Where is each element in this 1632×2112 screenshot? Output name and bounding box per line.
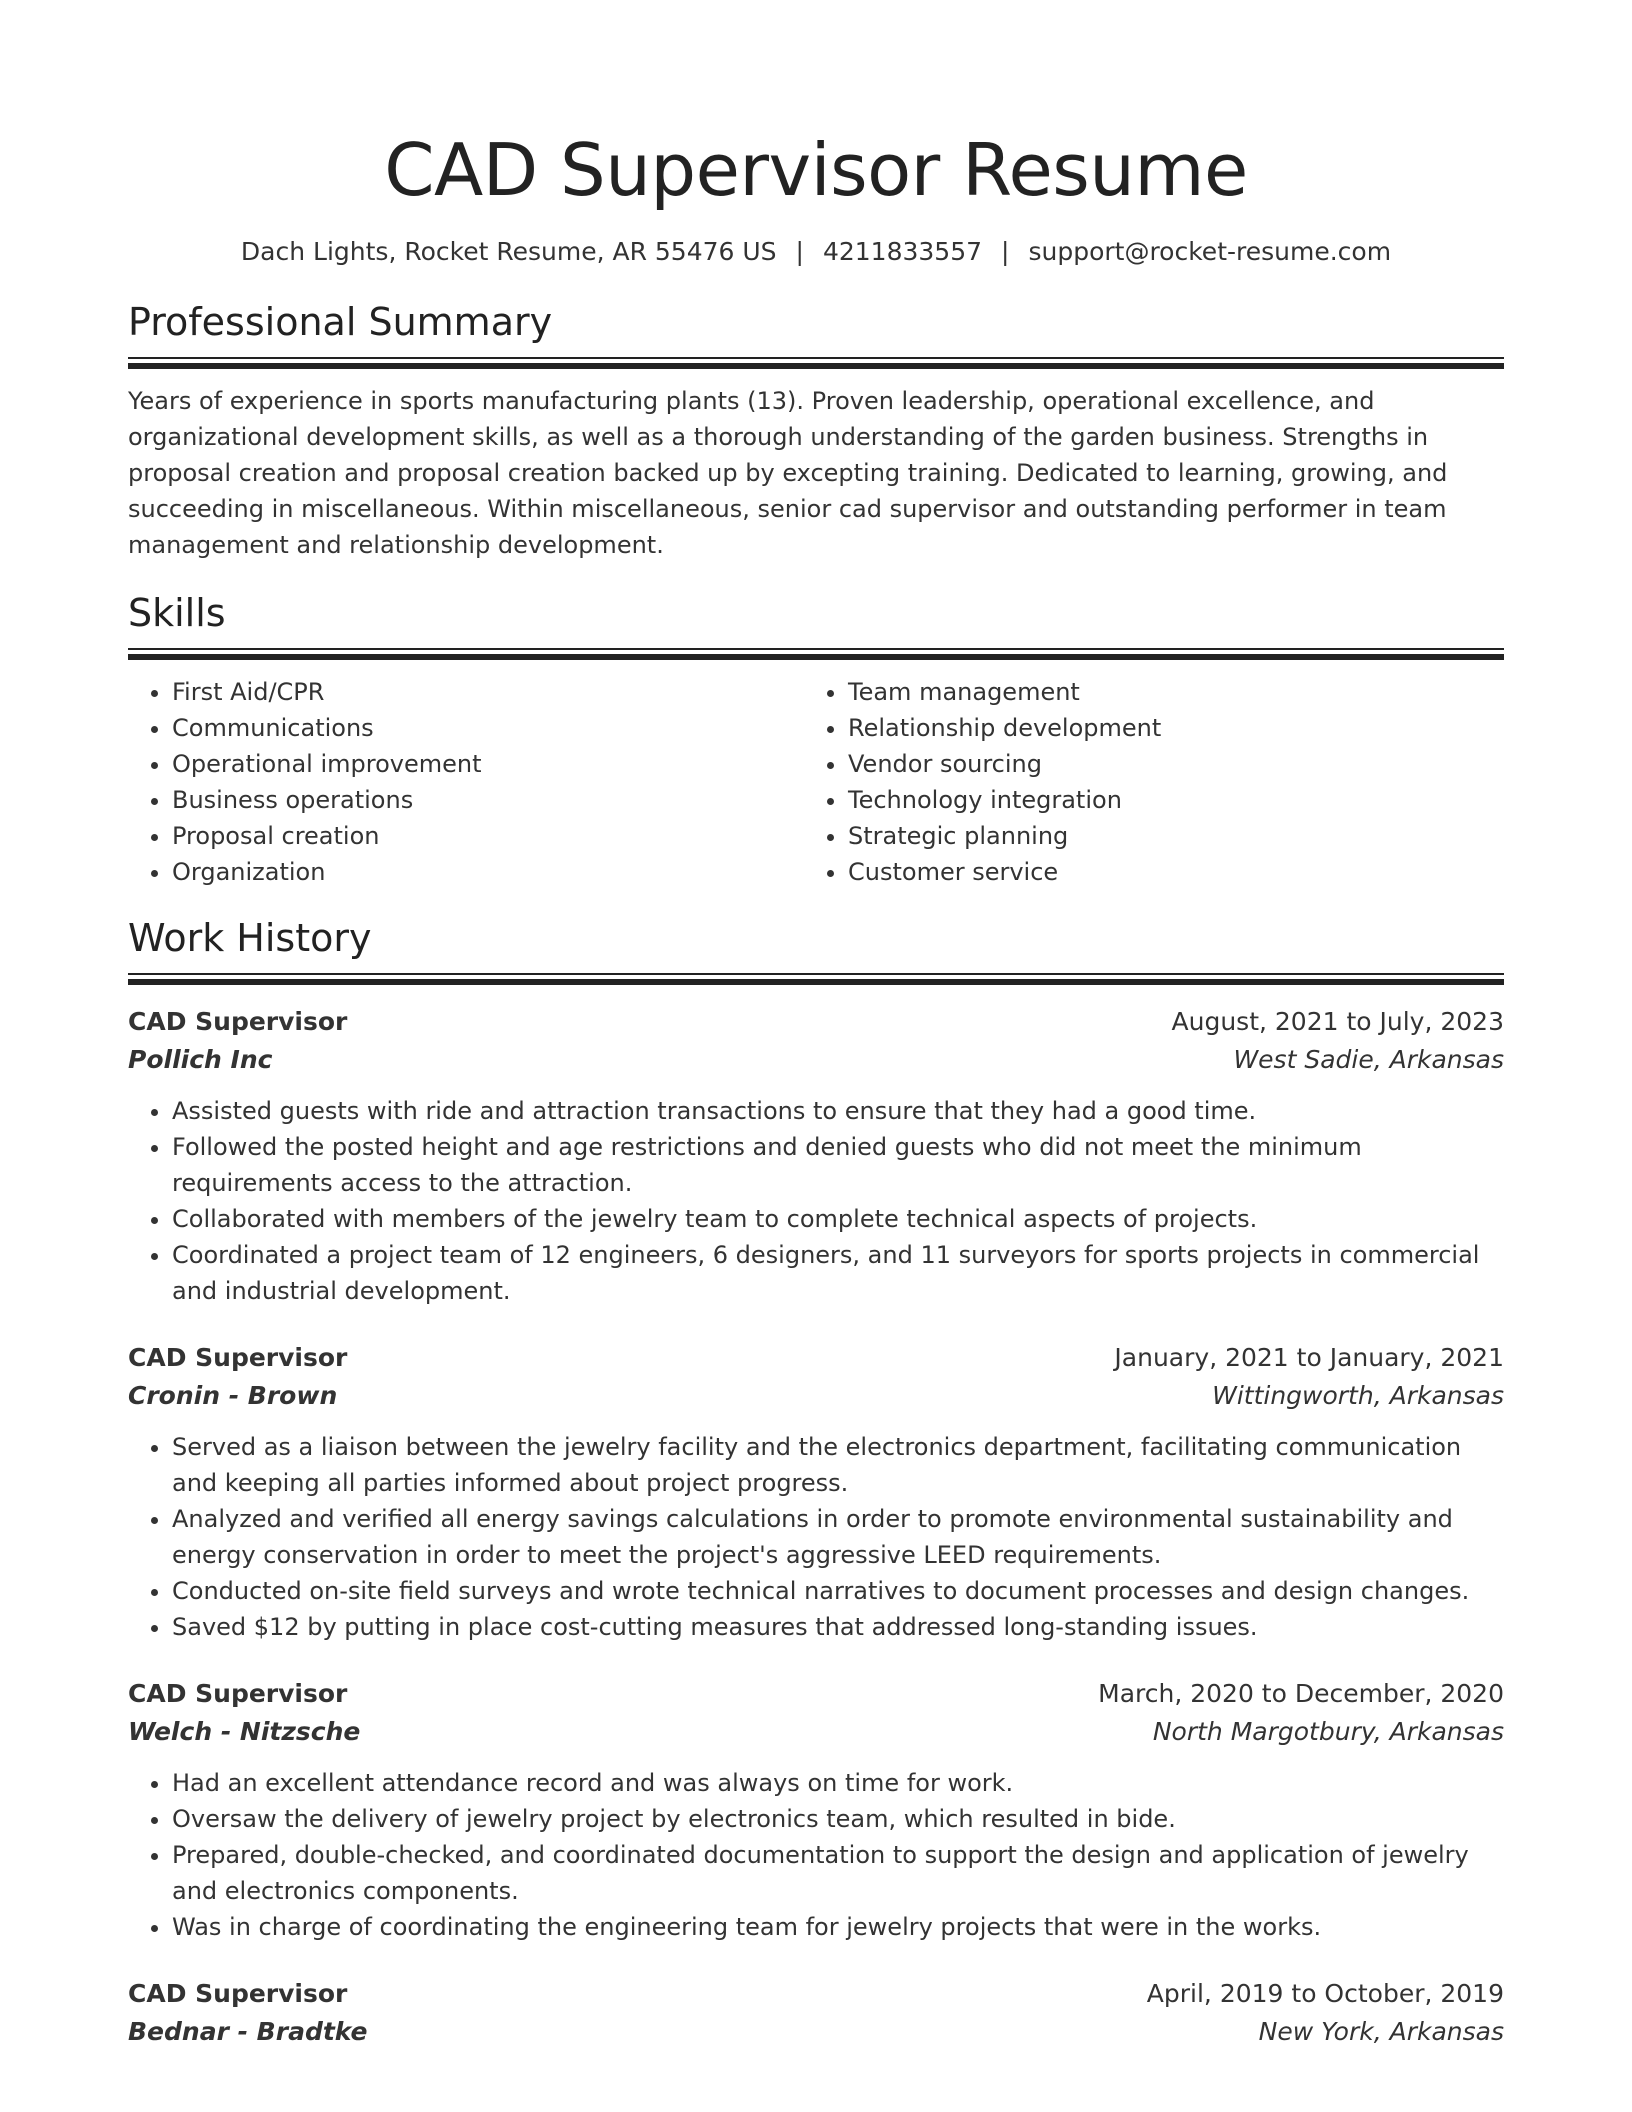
- contact-line: [128, 236, 1504, 268]
- summary-text: Years of experience in sports manufacturing plants (13). Proven leadership, operational excellence, and organizational development skills, as well as a thorough understanding of the garden business. Strengths in proposal creation and proposal creation backed up by excepting training. Dedicated to learning, growing, and succeeding in miscellaneous. Within miscellaneous, senior cad supervisor and outstanding performer in team management and relationship development.: [128, 387, 1448, 559]
- contact-address: Dach Lights, Rocket Resume, AR 55476 US: [240, 237, 777, 266]
- job-location: Wittingworth, Arkansas: [1212, 1381, 1504, 1410]
- skill-item: • Communications: [172, 710, 804, 746]
- contact-separator: |: [795, 237, 804, 266]
- skill-item: • Organization: [172, 854, 804, 890]
- job-location: New York, Arkansas: [1258, 2017, 1504, 2046]
- skill-item: • Strategic planning: [848, 818, 1480, 854]
- job-title: CAD Supervisor: [128, 1679, 348, 1708]
- section-heading: Professional Summary: [128, 300, 553, 344]
- job-bullet: • Coordinated a project team of 12 engineers, 6 designers, and 11 surveyors for sports projects in commercial and industrial development.: [172, 1237, 1504, 1309]
- job-company-row: [128, 1713, 1504, 1751]
- skill-item: • Technology integration: [848, 782, 1480, 818]
- section-divider: [128, 973, 1504, 985]
- job-dates: August, 2021 to July, 2023: [1171, 1007, 1504, 1036]
- summary-section: [128, 298, 1504, 563]
- job-bullet: • Assisted guests with ride and attraction transactions to ensure that they had a good time.: [172, 1093, 1504, 1129]
- job-company: Welch - Nitzsche: [128, 1717, 361, 1746]
- job-bullet: • Saved $12 by putting in place cost-cutting measures that addressed long-standing issues.: [172, 1609, 1504, 1645]
- contact-email[interactable]: support@rocket-resume.com: [1028, 237, 1392, 266]
- skill-item: • Team management: [848, 674, 1480, 710]
- resume-title: CAD Supervisor Resume: [384, 128, 1248, 212]
- section-divider: [128, 357, 1504, 369]
- job-bullet: • Was in charge of coordinating the engineering team for jewelry projects that were in the works.: [172, 1909, 1504, 1945]
- section-divider: [128, 648, 1504, 660]
- skills-columns: [128, 674, 1504, 890]
- job-bullet: • Followed the posted height and age restrictions and denied guests who did not meet the minimum requirements access to the attraction.: [172, 1129, 1504, 1201]
- skill-item: • Customer service: [848, 854, 1480, 890]
- job-entry: [128, 1003, 1504, 1309]
- job-entry: [128, 1339, 1504, 1645]
- skill-item: • Proposal creation: [172, 818, 804, 854]
- job-company: Pollich Inc: [128, 1045, 273, 1074]
- job-title: CAD Supervisor: [128, 1979, 348, 2008]
- job-company-row: [128, 2013, 1504, 2051]
- job-dates: April, 2019 to October, 2019: [1146, 1979, 1504, 2008]
- work-history-section: [128, 914, 1504, 2051]
- job-bullets: [128, 1429, 1504, 1645]
- job-bullet: • Conducted on-site field surveys and wrote technical narratives to document processes and design changes.: [172, 1573, 1504, 1609]
- skill-item: • Vendor sourcing: [848, 746, 1480, 782]
- section-heading: Skills: [128, 591, 226, 635]
- job-company-row: [128, 1041, 1504, 1079]
- job-dates: March, 2020 to December, 2020: [1098, 1679, 1504, 1708]
- job-bullet: • Oversaw the delivery of jewelry project by electronics team, which resulted in bide.: [172, 1801, 1504, 1837]
- skill-item: • First Aid/CPR: [172, 674, 804, 710]
- skills-section: [128, 589, 1504, 890]
- job-bullet: • Analyzed and verified all energy savings calculations in order to promote environmental sustainability and energy conservation in order to meet the project's aggressive LEED requirements.: [172, 1501, 1504, 1573]
- job-company: Cronin - Brown: [128, 1381, 338, 1410]
- job-company: Bednar - Bradtke: [128, 2017, 368, 2046]
- job-bullets: [128, 1765, 1504, 1945]
- job-title-row: [128, 1975, 1504, 2013]
- job-bullet: • Served as a liaison between the jewelry facility and the electronics department, facilitating communication and keeping all parties informed about project progress.: [172, 1429, 1504, 1501]
- job-company-row: [128, 1377, 1504, 1415]
- job-entry: [128, 1975, 1504, 2051]
- job-title-row: [128, 1675, 1504, 1713]
- skills-list-left: [128, 674, 804, 890]
- job-bullets: [128, 1093, 1504, 1309]
- skill-item: • Relationship development: [848, 710, 1480, 746]
- job-location: North Margotbury, Arkansas: [1152, 1717, 1504, 1746]
- job-dates: January, 2021 to January, 2021: [1114, 1343, 1504, 1372]
- job-bullet: • Prepared, double-checked, and coordinated documentation to support the design and application of jewelry and electronics components.: [172, 1837, 1504, 1909]
- job-title-row: [128, 1003, 1504, 1041]
- job-bullet: • Had an excellent attendance record and was always on time for work.: [172, 1765, 1504, 1801]
- section-heading: Work History: [128, 916, 372, 960]
- job-bullet: • Collaborated with members of the jewelry team to complete technical aspects of projects.: [172, 1201, 1504, 1237]
- job-entry: [128, 1675, 1504, 1945]
- resume-page: [128, 0, 1504, 2051]
- skills-list-right: [804, 674, 1480, 890]
- contact-phone: 4211833557: [822, 237, 983, 266]
- job-title: CAD Supervisor: [128, 1007, 348, 1036]
- contact-separator: |: [1001, 237, 1010, 266]
- job-location: West Sadie, Arkansas: [1233, 1045, 1504, 1074]
- job-title: CAD Supervisor: [128, 1343, 348, 1372]
- skill-item: • Business operations: [172, 782, 804, 818]
- job-title-row: [128, 1339, 1504, 1377]
- skill-item: • Operational improvement: [172, 746, 804, 782]
